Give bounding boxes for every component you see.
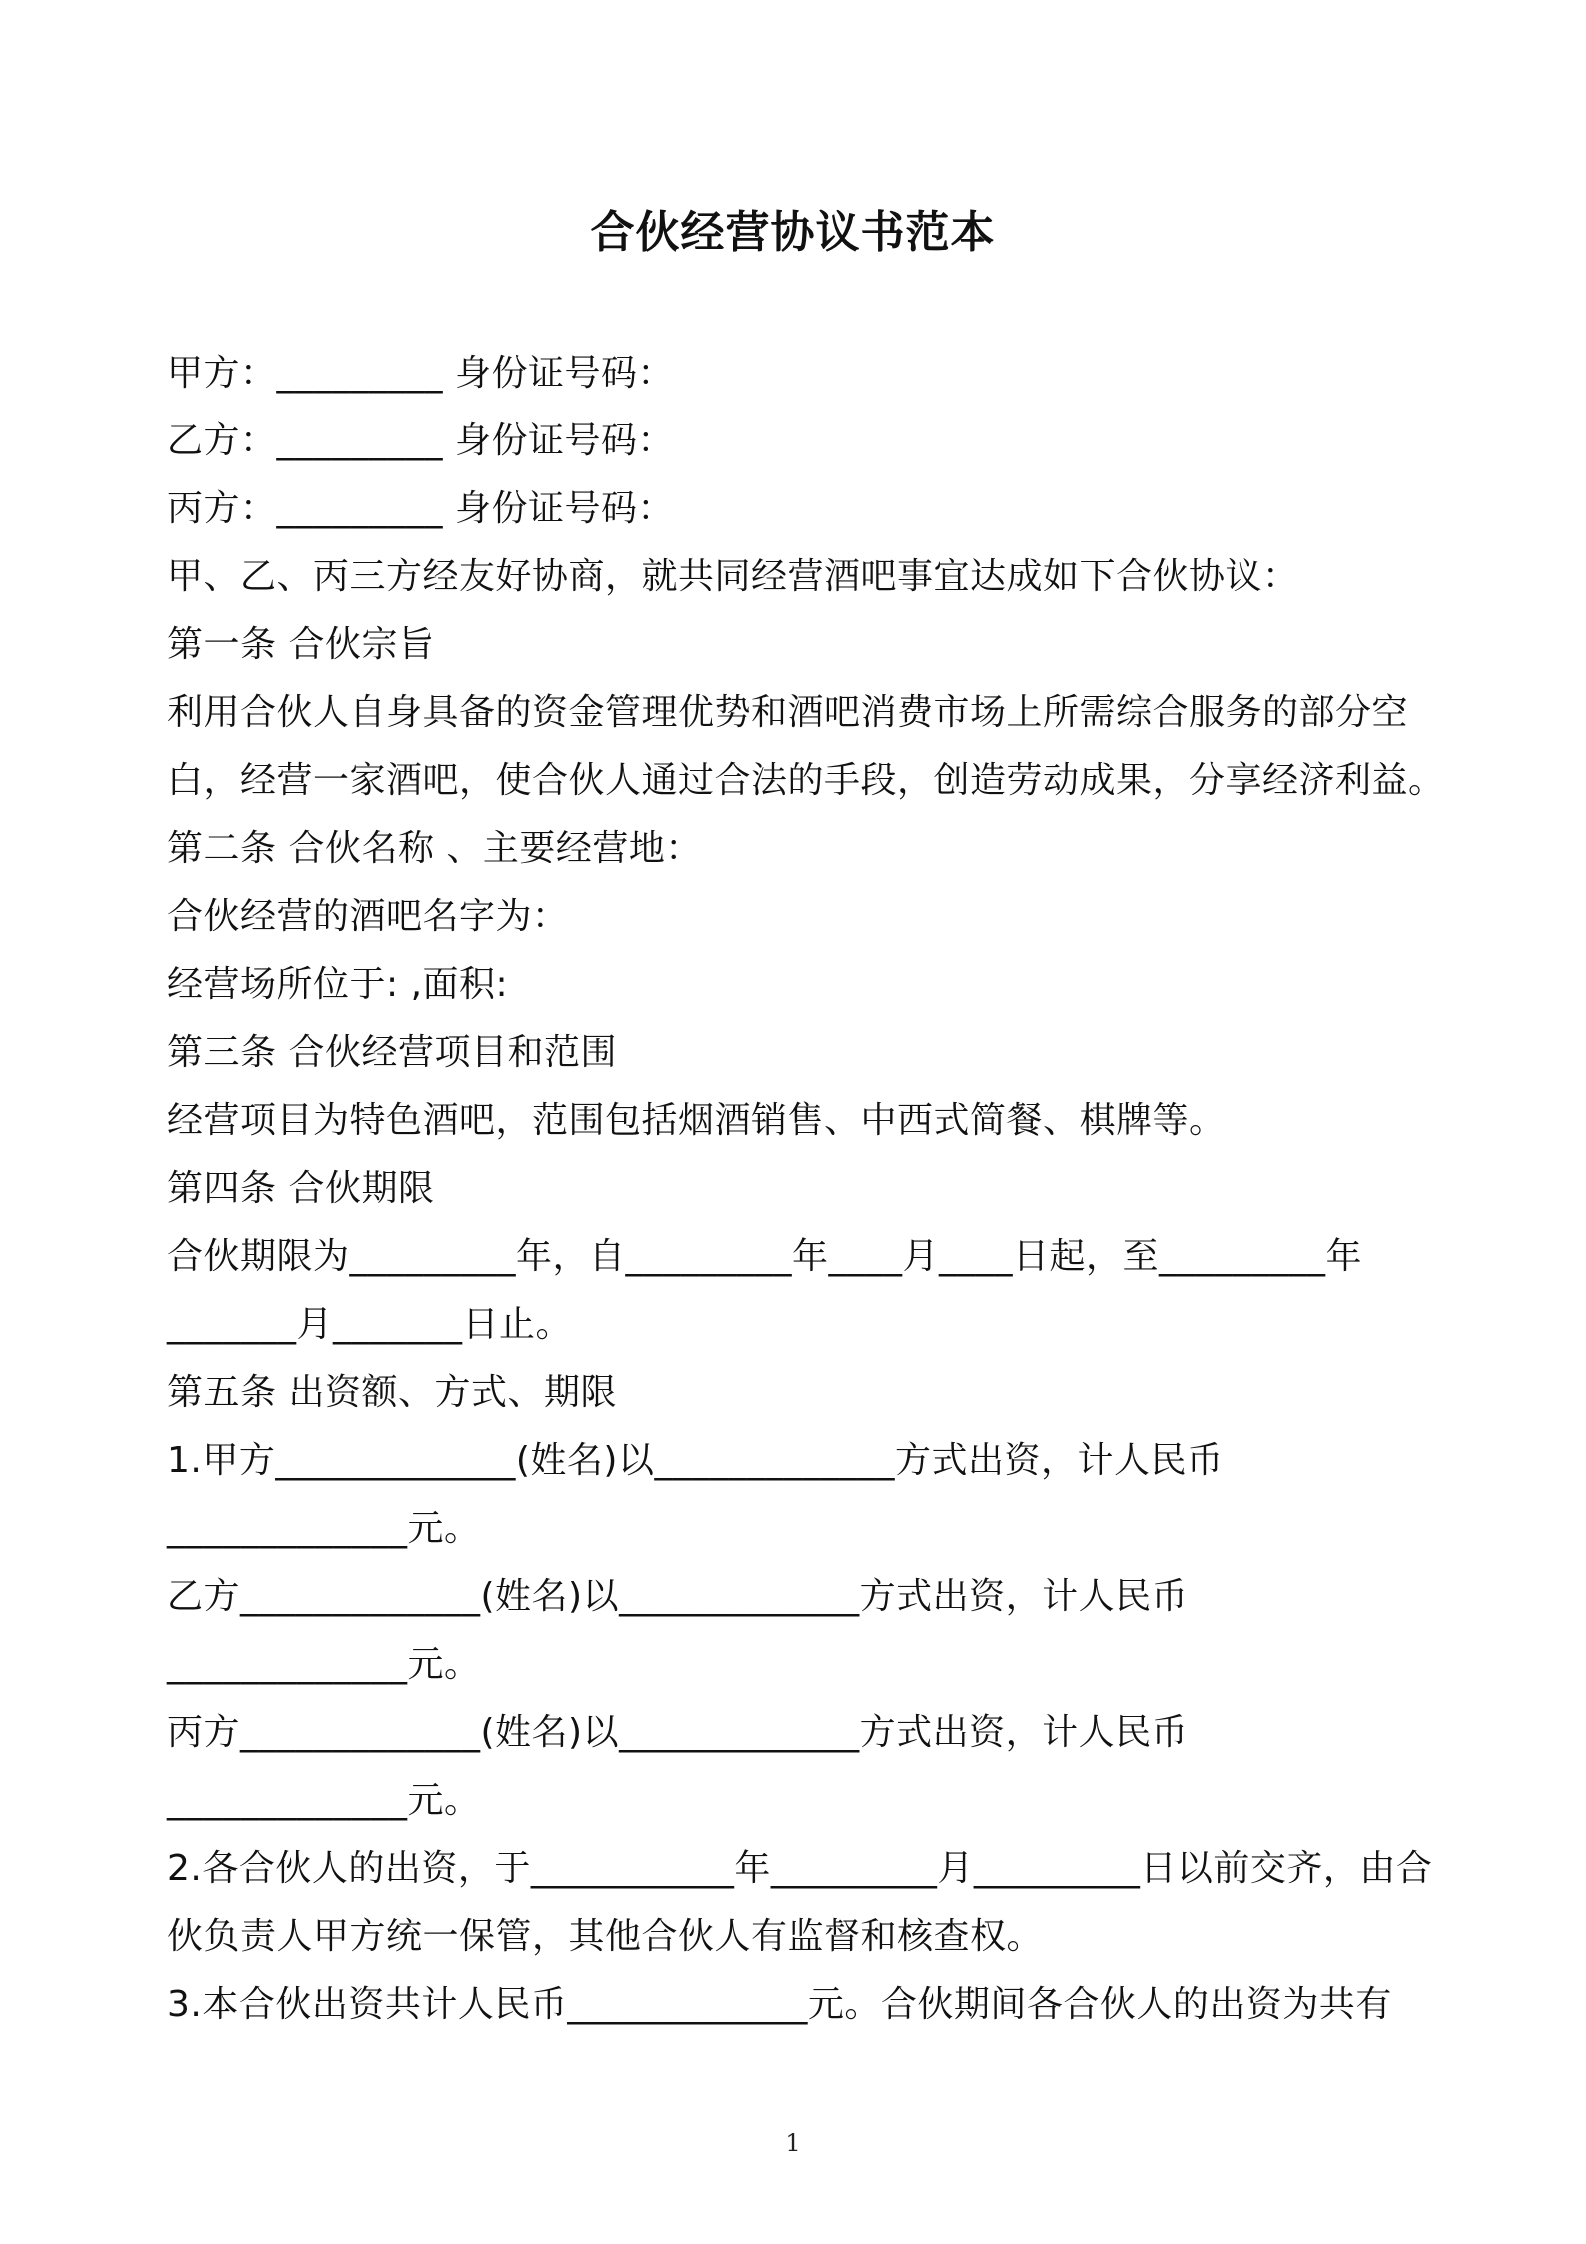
party-c-contribution-line: 丙方_____________(姓名)以_____________方式出资，计人民币 (167, 1712, 1189, 1753)
business-scope-line: 经营项目为特色酒吧，范围包括烟酒销售、中西式简餐、棋牌等。 (167, 1100, 1226, 1141)
party-b-amount-line: _____________元。 (167, 1644, 481, 1685)
article-1-body-line-2: 白，经营一家酒吧，使合伙人通过合法的手段，创造劳动成果，分享经济利益。 (167, 760, 1445, 801)
article-1-heading: 第一条 合伙宗旨 (167, 624, 435, 665)
article-4-heading: 第四条 合伙期限 (167, 1168, 435, 1209)
party-c-line: 丙方：_________ 身份证号码： (167, 488, 674, 529)
document-title: 合伙经营协议书范本 (590, 207, 996, 258)
contribution-deadline-line-2: 伙负责人甲方统一保管，其他合伙人有监督和核查权。 (167, 1916, 1044, 1957)
party-a-line: 甲方：_________ 身份证号码： (167, 353, 674, 394)
bar-name-line: 合伙经营的酒吧名字为： (167, 896, 569, 937)
party-a-amount-line: _____________元。 (167, 1508, 481, 1549)
article-2-heading: 第二条 合伙名称 、主要经营地： (167, 828, 702, 869)
party-a-contribution-line: 1.甲方_____________(姓名)以_____________方式出资，计人民币 (167, 1440, 1224, 1481)
party-c-amount-line: _____________元。 (167, 1780, 481, 1821)
article-3-heading: 第三条 合伙经营项目和范围 (167, 1032, 617, 1073)
party-b-contribution-line: 乙方_____________(姓名)以_____________方式出资，计人民币 (167, 1576, 1189, 1617)
venue-line: 经营场所位于: ,面积: (167, 964, 509, 1005)
party-b-line: 乙方：_________ 身份证号码： (167, 420, 674, 461)
page-number: 1 (785, 2129, 801, 2157)
term-line-1: 合伙期限为_________年，自_________年____月____日起，至_________年 (167, 1236, 1363, 1277)
term-line-2: _______月_______日止。 (167, 1304, 573, 1345)
article-1-body-line-1: 利用合伙人自身具备的资金管理优势和酒吧消费市场上所需综合服务的部分空 (167, 692, 1409, 733)
contribution-deadline-line-1: 2.各合伙人的出资，于___________年_________月_________日以前交齐，由合 (167, 1848, 1433, 1889)
article-5-heading: 第五条 出资额、方式、期限 (167, 1372, 617, 1413)
total-contribution-line: 3.本合伙出资共计人民币_____________元。合伙期间各合伙人的出资为共有 (167, 1984, 1392, 2025)
preamble-line: 甲、乙、丙三方经友好协商，就共同经营酒吧事宜达成如下合伙协议： (167, 556, 1299, 597)
